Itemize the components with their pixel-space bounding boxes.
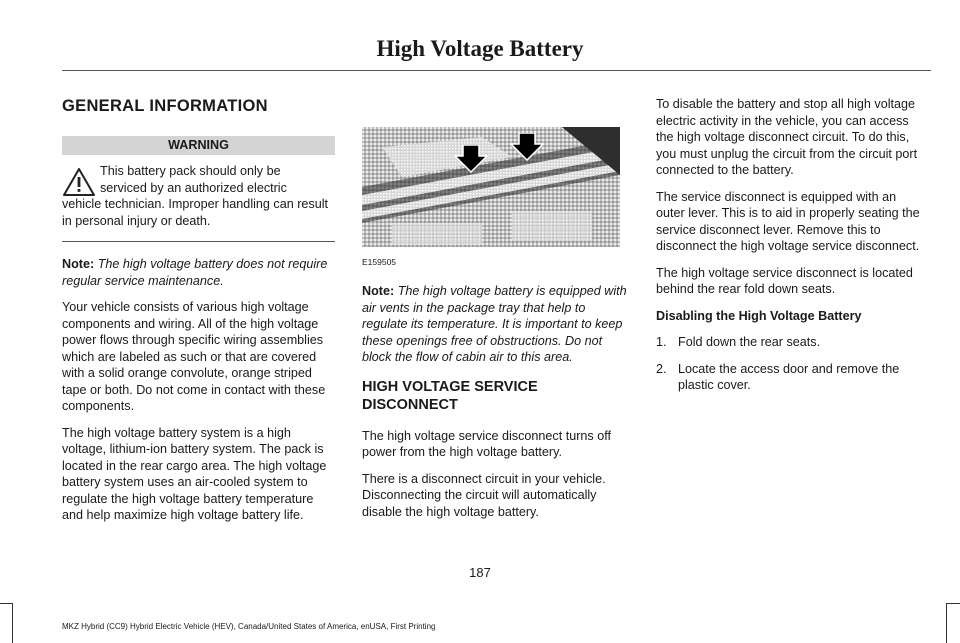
subheading-disabling: Disabling the High Voltage Battery — [656, 308, 862, 323]
crop-mark — [12, 603, 13, 643]
battery-figure — [362, 127, 620, 247]
warning-triangle-icon — [62, 167, 96, 197]
paragraph: The service disconnect is equipped with an outer lever. This is to aid in properly seating the service disconnect lever. Remove this to disconnect the high voltage service disconnect. — [656, 189, 920, 253]
arrow-down-icon — [454, 145, 488, 173]
header-rule — [62, 70, 931, 71]
steps-list — [656, 334, 928, 394]
note-text: The high voltage battery does not require regular service maintenance. — [62, 257, 328, 288]
battery-illustration — [362, 127, 620, 247]
section-heading-service-disconnect — [362, 378, 630, 414]
paragraph: The high voltage service disconnect is located behind the rear fold down seats. — [656, 265, 913, 296]
warning-label: WARNING — [62, 136, 335, 155]
page-number: 187 — [469, 565, 491, 580]
paragraph: To disable the battery and stop all high voltage electric activity in the vehicle, you can access the high voltage disconnect circuit. To do this, you must unplug the circuit from the circuit port connected to the battery. — [656, 97, 918, 177]
note-paragraph — [362, 283, 630, 366]
figure-id: E159505 — [362, 257, 397, 267]
warning-box — [62, 159, 335, 242]
note-text: The high voltage battery is equipped with air vents in the package tray that help to regulate its temperature. It is important to keep these openings free of obstructions. Do not block the flow of cabin air to this area. — [362, 284, 627, 364]
arrow-down-icon — [510, 133, 544, 161]
crop-mark — [946, 603, 947, 643]
column-left — [62, 96, 335, 534]
heading-line: HIGH VOLTAGE SERVICE — [362, 378, 538, 395]
warning-text-rest: vehicle technician. Improper handling can result in personal injury or death. — [62, 197, 329, 228]
list-item — [656, 361, 928, 394]
warning-rule — [62, 241, 335, 242]
list-item — [656, 334, 928, 351]
note-label: Note: — [362, 284, 395, 298]
step-text: Locate the access door and remove the plastic cover. — [678, 361, 900, 392]
paragraph: There is a disconnect circuit in your vehicle. Disconnecting the circuit will automatically disable the high voltage battery. — [362, 471, 606, 519]
column-right — [656, 96, 928, 404]
section-heading-general-information: GENERAL INFORMATION — [62, 97, 268, 115]
footer-text: MKZ Hybrid (CC9) Hybrid Electric Vehicle (HEV), Canada/United States of America, enUSA, First Printing — [62, 622, 436, 631]
step-number: 2. — [656, 361, 667, 376]
crop-mark — [0, 603, 12, 604]
paragraph: The high voltage battery system is a high voltage, lithium-ion battery system. The pack is located in the rear cargo area. The high voltage battery system uses an air-cooled system to regulate the high voltage battery temperature and help maximize high voltage battery life. — [62, 425, 327, 522]
page-title: High Voltage Battery — [376, 36, 584, 61]
warning-text-line2: serviced by an authorized electric — [100, 180, 287, 195]
paragraph: Your vehicle consists of various high voltage components and wiring. All of the high voltage power flows through specific wiring assemblies which are labeled as such or that are covered with a solid orange convolute, orange striped tape or both. Do not come in contact with these components. — [62, 300, 326, 413]
step-text: Fold down the rear seats. — [678, 335, 821, 349]
note-label: Note: — [62, 257, 95, 271]
warning-text-line1: This battery pack should only be — [100, 164, 281, 178]
column-middle — [362, 96, 630, 530]
note-paragraph — [62, 256, 335, 289]
crop-mark — [947, 603, 960, 604]
step-number: 1. — [656, 335, 667, 349]
paragraph: The high voltage service disconnect turns off power from the high voltage battery. — [362, 428, 611, 459]
heading-line: DISCONNECT — [362, 396, 458, 413]
